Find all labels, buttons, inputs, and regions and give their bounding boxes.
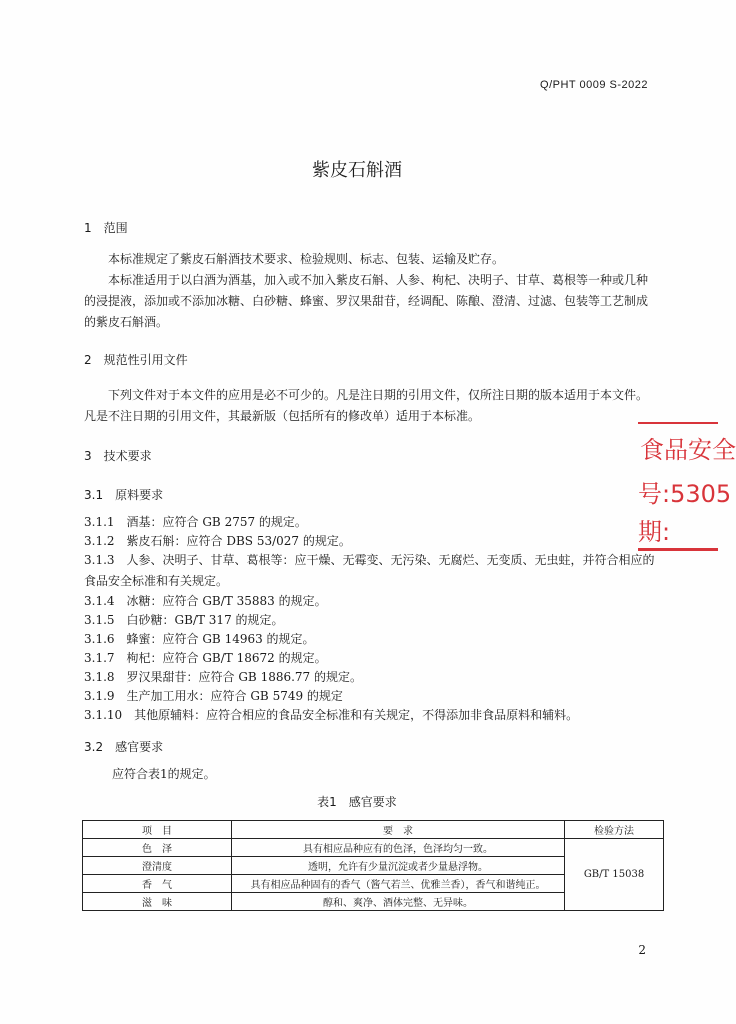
header-requirement: 要 求: [232, 821, 565, 839]
sensory-requirements-table: [82, 820, 664, 911]
clause-3-1-5: 3.1.5 白砂糖：GB/T 317 的规定。: [84, 613, 284, 627]
clause-3-1-10: 3.1.10 其他原辅料：应符合相应的食品安全标准和有关规定，不得添加非食品原料和辅料。: [84, 708, 579, 722]
header-item: 项 目: [83, 821, 232, 839]
standard-code: Q/PHT 0009 S-2022: [540, 79, 648, 91]
row-requirement: 具有相应品种固有的香气（酱气若兰、优雅兰香），香气和谐纯正。: [232, 875, 565, 893]
row-item: 香 气: [83, 875, 232, 893]
stamp-line-1: 食品安全: [640, 436, 736, 464]
clause-3-1-7: 3.1.7 枸杞：应符合 GB/T 18672 的规定。: [84, 651, 327, 665]
row-item: 色 泽: [83, 839, 232, 857]
row-requirement: 透明，允许有少量沉淀或者少量悬浮物。: [232, 857, 565, 875]
section-2-heading: 2 规范性引用文件: [84, 353, 188, 367]
section-1-heading: 1 范围: [84, 221, 128, 235]
row-requirement: 醇和、爽净、酒体完整、无异味。: [232, 893, 565, 911]
section-1-para-1: 本标准规定了紫皮石斛酒技术要求、检验规则、标志、包装、运输及贮存。: [108, 252, 505, 266]
page-number: 2: [638, 943, 646, 957]
clause-3-1-9: 3.1.9 生产加工用水：应符合 GB 5749 的规定: [84, 689, 343, 703]
section-3-1-heading: 3.1 原料要求: [84, 488, 164, 502]
clause-3-1-2: 3.1.2 紫皮石斛：应符合 DBS 53/027 的规定。: [84, 534, 351, 548]
section-2-para-1: 下列文件对于本文件的应用是必不可少的。凡是注日期的引用文件，仅所注日期的版本适用于本文件。凡是不注日期的引用文件，其最新版（包括所有的修改单）适用于本标准。: [84, 388, 649, 423]
document-title: 紫皮石斛酒: [312, 160, 402, 181]
row-requirement: 具有相应品种应有的色泽，色泽均匀一致。: [232, 839, 565, 857]
clause-3-1-8: 3.1.8 罗汉果甜苷：应符合 GB 1886.77 的规定。: [84, 670, 363, 684]
table-row: [83, 839, 664, 857]
section-3-2-para: 应符合表1的规定。: [112, 767, 216, 781]
stamp-line-3: 期:: [638, 518, 671, 546]
test-method-cell: GB/T 15038: [565, 839, 664, 911]
clause-3-1-6: 3.1.6 蜂蜜：应符合 GB 14963 的规定。: [84, 632, 315, 646]
clause-3-1-4: 3.1.4 冰糖：应符合 GB/T 35883 的规定。: [84, 594, 327, 608]
section-3-2-heading: 3.2 感官要求: [84, 740, 164, 754]
table-header-row: [83, 821, 664, 839]
table-caption: 表1 感官要求: [317, 795, 397, 809]
filing-stamp: [638, 422, 736, 551]
section-1-para-2: 本标准适用于以白酒为酒基，加入或不加入紫皮石斛、人参、枸杞、决明子、甘草、葛根等一种或几种的浸提液，添加或不添加冰糖、白砂糖、蜂蜜、罗汉果甜苷，经调配、陈酿、澄清、过滤、包装等工艺制成的紫皮石斛酒。: [84, 273, 649, 329]
row-item: 滋 味: [83, 893, 232, 911]
clause-3-1-3: 3.1.3 人参、决明子、甘草、葛根等：应干燥、无霉变、无污染、无腐烂、无变质、无虫蛀，并符合相应的食品安全标准和有关规定。: [84, 553, 655, 588]
stamp-line-2: 号:5305: [638, 480, 732, 508]
row-item: 澄清度: [83, 857, 232, 875]
clause-3-1-1: 3.1.1 酒基：应符合 GB 2757 的规定。: [84, 515, 307, 529]
section-3-heading: 3 技术要求: [84, 449, 152, 463]
header-method: 检验方法: [565, 821, 664, 839]
